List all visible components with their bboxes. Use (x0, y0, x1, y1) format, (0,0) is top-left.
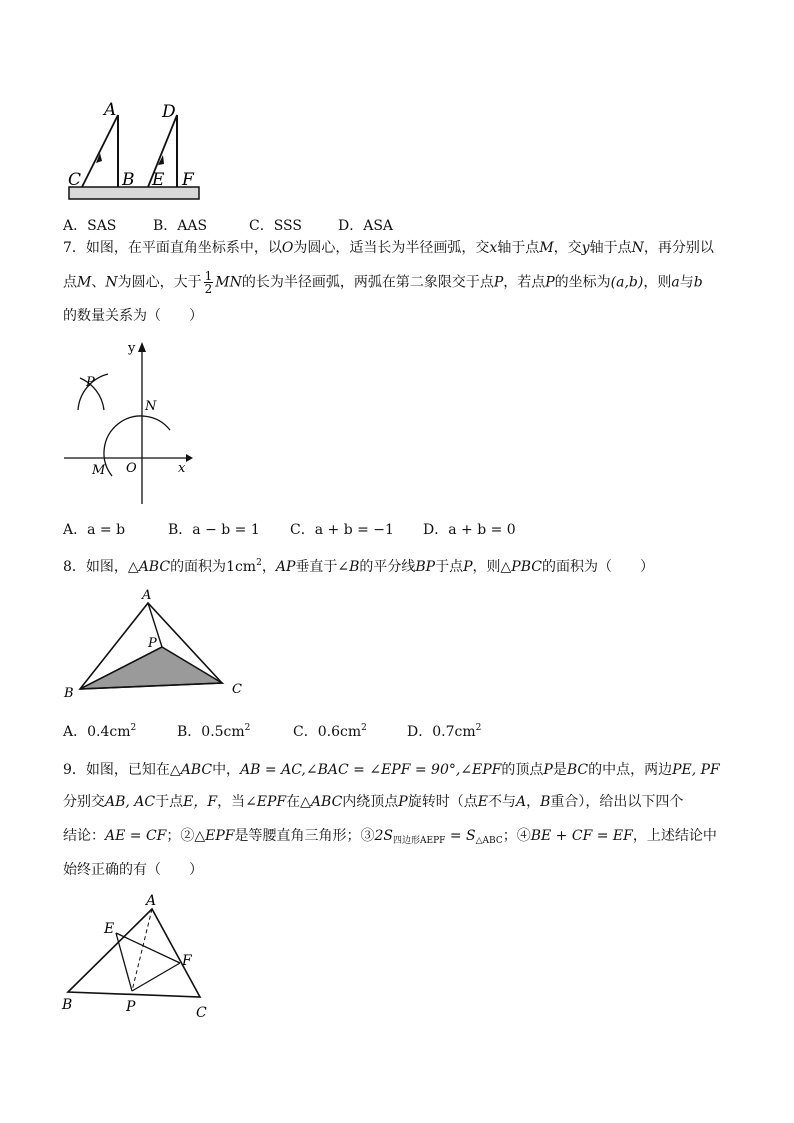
q7-text: 的长为半径画弧，两弧在第二象限交于点 (241, 274, 494, 291)
q9-var-P: P (543, 762, 553, 778)
q9-conclusion-4: BE + CF = EF (530, 828, 633, 844)
q7-text: ，则 (643, 274, 672, 291)
q8-triangle-abc: △ABC (127, 559, 171, 575)
q7-text: ，交 (553, 240, 582, 256)
q9-text: 中， (212, 762, 241, 778)
q9-line2 (63, 792, 683, 812)
q7-text: 7．如图，在平面直角坐标系中，以 (63, 240, 282, 256)
q8-label-A: A (142, 588, 152, 603)
q9-subscript: △ABC (475, 836, 503, 846)
q8-option-text: D．0.7cm (407, 724, 476, 740)
q9-var-A: A (515, 794, 527, 810)
q8-option-text: C．0.6cm (293, 724, 362, 740)
q6-label-A: A (104, 100, 117, 120)
q7-var-M: M (539, 240, 554, 256)
q6-label-F: F (182, 170, 194, 190)
q7-figure (60, 338, 195, 508)
q8-text: 的面积为 (170, 559, 227, 575)
q7-text: 为圆心，适当长为半径画弧，交 (293, 240, 490, 256)
q7-fraction (204, 270, 214, 295)
q9-label-F: F (182, 953, 192, 969)
q7-label-P: P (86, 375, 95, 390)
q6-label-B: B (122, 170, 135, 190)
q6-option-b: B．AAS (153, 218, 208, 234)
q8-option-c (293, 721, 367, 741)
q8-var-AP: AP (275, 559, 296, 575)
q7-var-M: M (77, 274, 92, 291)
q7-text: ，若点 (503, 274, 546, 291)
q8-option-sup: 2 (130, 723, 137, 733)
q8-var-P: P (463, 559, 473, 575)
q8-figure (60, 585, 260, 700)
q8-label-C: C (232, 682, 242, 697)
q9-triangle-epf: △EPF (194, 828, 235, 844)
q6-option-a: A．SAS (63, 218, 117, 234)
q9-var-PE-PF: PE, PF (672, 762, 720, 778)
q9-var-BC: BC (566, 762, 589, 778)
q8-area: 1cm (226, 559, 257, 575)
q9-conclusion-3: 2S (374, 828, 394, 844)
q9-subscript: 四边形AEPF (393, 836, 446, 846)
q8-var-BP: BP (415, 559, 436, 575)
q7-var-P: P (493, 274, 504, 291)
q7-label-N: N (145, 399, 157, 414)
q6-label-C: C (68, 170, 82, 190)
q9-var-EF: E，F (183, 794, 218, 810)
q6-option-d: D．ASA (338, 218, 394, 234)
q7-option-d: D．a + b = 0 (423, 522, 516, 538)
q9-text: 结论： (63, 828, 105, 844)
q8-text: 垂直于 (295, 559, 338, 575)
q9-text: ；② (166, 828, 195, 844)
q7-var-N: N (105, 274, 118, 291)
q8-option-sup: 2 (244, 723, 251, 733)
q9-text: 旋转时（点 (407, 794, 478, 810)
q9-text: 分别交 (63, 794, 105, 810)
q8-text: ，则 (472, 559, 501, 575)
q8-stem (63, 553, 654, 577)
q7-var-MN: MN (215, 274, 242, 291)
q8-option-d (407, 721, 481, 741)
q7-var-a: a (671, 274, 680, 291)
q7-line2 (63, 270, 703, 295)
q7-text: 为圆心，大于 (117, 274, 202, 291)
q7-label-M: M (92, 463, 106, 478)
q9-text: 9．如图，已知在 (63, 762, 170, 778)
q9-text: 的顶点 (501, 762, 544, 778)
q8-option-text: A．0.4cm (63, 724, 131, 740)
q7-text: 与 (679, 274, 694, 291)
q9-label-A: A (146, 893, 157, 909)
q8-text: 的面积为（ ） (541, 559, 654, 575)
q7-text: ，再分别以 (643, 240, 714, 256)
q6-option-c: C．SSS (249, 218, 302, 234)
q9-text: 是等腰直角三角形；③ (234, 828, 375, 844)
q7-var-x: x (489, 240, 498, 256)
q7-text: 、 (91, 274, 106, 291)
q6-label-E: E (152, 170, 165, 190)
q7-label-x: x (178, 461, 186, 476)
q9-label-E: E (104, 921, 115, 937)
q7-label-y: y (128, 341, 136, 356)
q7-text: 轴于点 (497, 240, 540, 256)
q9-line4: 始终正确的有（ ） (63, 862, 203, 878)
q7-option-c: C．a + b = −1 (290, 522, 394, 538)
q8-text: 于点 (435, 559, 464, 575)
q9-line3 (63, 826, 717, 851)
q8-option-sup: 2 (361, 723, 367, 733)
q9-text: 是 (552, 762, 567, 778)
q7-var-P: P (545, 274, 555, 291)
q9-text: ，当 (217, 794, 246, 810)
q7-label-O: O (126, 461, 137, 476)
q6-label-D: D (162, 102, 176, 122)
q9-angle-EPF: ∠EPF (245, 794, 287, 810)
q8-triangle-pbc: △PBC (500, 559, 542, 575)
q7-var-N: N (631, 240, 644, 256)
q9-var-P: P (398, 794, 408, 810)
q9-text: ，上述结论中 (632, 828, 717, 844)
q7-coord: (a,b) (610, 274, 644, 291)
q7-var-b: b (693, 274, 703, 291)
q9-label-B: B (62, 997, 73, 1013)
q9-var-B: B (540, 794, 551, 810)
q9-figure (60, 893, 220, 1023)
q7-var-y: y (581, 240, 590, 256)
q7-line1 (63, 238, 714, 258)
q8-text: ， (261, 559, 276, 575)
q7-option-a: A．a = b (63, 522, 126, 538)
q7-text: 点 (63, 274, 77, 291)
q8-text: 8．如图， (63, 559, 128, 575)
q9-conclusion-3-eq: = S (445, 828, 476, 844)
q8-text: 的平分线 (359, 559, 416, 575)
q7-line3: 的数量关系为（ ） (63, 308, 203, 324)
q9-text: 在 (286, 794, 301, 810)
q8-option-text: B．0.5cm (177, 724, 245, 740)
q9-line1 (63, 760, 720, 780)
q8-angle-B: ∠B (337, 559, 360, 575)
q8-area-sup: 2 (256, 558, 262, 568)
q9-text: 重合），给出以下四个 (550, 794, 684, 810)
q9-conclusion-1: AE = CF (105, 828, 167, 844)
q8-option-b (177, 721, 250, 741)
q9-triangle-abc: △ABC (300, 794, 343, 810)
q8-label-B: B (64, 686, 74, 700)
q8-label-P: P (148, 636, 157, 651)
q7-frac-num: 1 (204, 269, 213, 283)
q7-text: 的坐标为 (554, 274, 611, 291)
q7-var-O: O (281, 240, 294, 256)
q9-text: 不与 (487, 794, 516, 810)
q8-option-sup: 2 (475, 723, 482, 733)
q9-text: ；④ (502, 828, 531, 844)
q6-figure (60, 95, 210, 210)
q9-text: 内绕顶点 (342, 794, 399, 810)
q9-text: 于点 (155, 794, 184, 810)
q8-option-a (63, 721, 136, 741)
q9-math: AB = AC,∠BAC = ∠EPF = 90°,∠EPF (240, 762, 502, 778)
q9-label-P: P (126, 999, 136, 1015)
q9-var-E: E (477, 794, 488, 810)
q7-option-b: B．a − b = 1 (168, 522, 260, 538)
q9-triangle-abc: △ABC (169, 762, 213, 778)
q7-text: 轴于点 (589, 240, 632, 256)
q7-frac-den: 2 (204, 282, 213, 296)
q9-label-C: C (196, 1005, 207, 1021)
q9-var-AB-AC: AB, AC (105, 794, 156, 810)
q9-text: ， (526, 794, 541, 810)
q9-text: 的中点，两边 (588, 762, 673, 778)
